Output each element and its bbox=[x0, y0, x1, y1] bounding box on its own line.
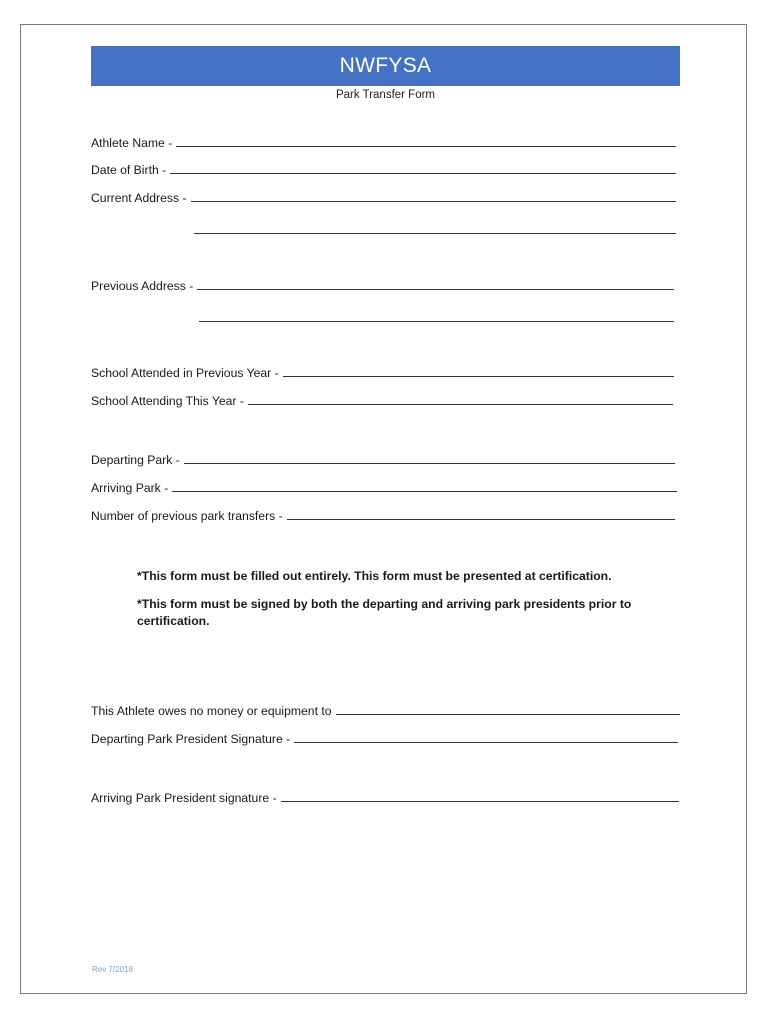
owes-nothing-field[interactable] bbox=[336, 703, 680, 715]
departing-park-label: Departing Park - bbox=[91, 453, 180, 467]
date-of-birth-row bbox=[91, 162, 676, 177]
arriving-signature-field[interactable] bbox=[281, 790, 679, 802]
school-previous-year-label: School Attended in Previous Year - bbox=[91, 366, 279, 380]
current-address-label: Current Address - bbox=[91, 191, 187, 205]
current-address-field[interactable] bbox=[191, 190, 676, 202]
arriving-signature-row bbox=[91, 790, 679, 805]
date-of-birth-field[interactable] bbox=[170, 162, 676, 174]
org-banner bbox=[91, 46, 680, 86]
instruction-note-fill-out: *This form must be filled out entirely. This form must be presented at certification. bbox=[137, 569, 612, 583]
departing-signature-label: Departing Park President Signature - bbox=[91, 732, 291, 746]
previous-address-field-line2[interactable] bbox=[199, 321, 674, 322]
previous-address-label: Previous Address - bbox=[91, 279, 194, 293]
instruction-note-signatures: *This form must be signed by both the departing and arriving park presidents prior to certification. bbox=[137, 597, 632, 628]
revision-label: Rev 7/2018 bbox=[92, 965, 133, 974]
school-previous-year-field[interactable] bbox=[283, 365, 674, 377]
departing-signature-row bbox=[91, 731, 678, 746]
arriving-park-label: Arriving Park - bbox=[91, 481, 169, 495]
athlete-name-label: Athlete Name - bbox=[91, 136, 173, 150]
current-address-row bbox=[91, 190, 676, 205]
school-previous-year-row bbox=[91, 365, 674, 380]
school-this-year-field[interactable] bbox=[248, 393, 673, 405]
arriving-park-field[interactable] bbox=[172, 480, 677, 492]
school-this-year-label: School Attending This Year - bbox=[91, 394, 244, 408]
org-name: NWFYSA bbox=[339, 54, 432, 77]
owes-nothing-row bbox=[91, 703, 680, 718]
owes-nothing-label: This Athlete owes no money or equipment to bbox=[91, 704, 332, 718]
arriving-park-row bbox=[91, 480, 677, 495]
departing-park-field[interactable] bbox=[184, 452, 675, 464]
form-page bbox=[20, 24, 747, 994]
form-title: Park Transfer Form bbox=[335, 89, 436, 101]
previous-transfers-field[interactable] bbox=[287, 508, 675, 520]
school-this-year-row bbox=[91, 393, 673, 408]
arriving-signature-label: Arriving Park President signature - bbox=[91, 791, 277, 805]
previous-address-row bbox=[91, 278, 674, 293]
previous-transfers-row bbox=[91, 508, 675, 523]
athlete-name-field[interactable] bbox=[176, 135, 676, 147]
departing-park-row bbox=[91, 452, 675, 467]
date-of-birth-label: Date of Birth - bbox=[91, 163, 167, 177]
athlete-name-row bbox=[91, 135, 676, 150]
previous-transfers-label: Number of previous park transfers - bbox=[91, 509, 283, 523]
previous-address-field[interactable] bbox=[197, 278, 674, 290]
current-address-field-line2[interactable] bbox=[194, 233, 676, 234]
departing-signature-field[interactable] bbox=[294, 731, 678, 743]
